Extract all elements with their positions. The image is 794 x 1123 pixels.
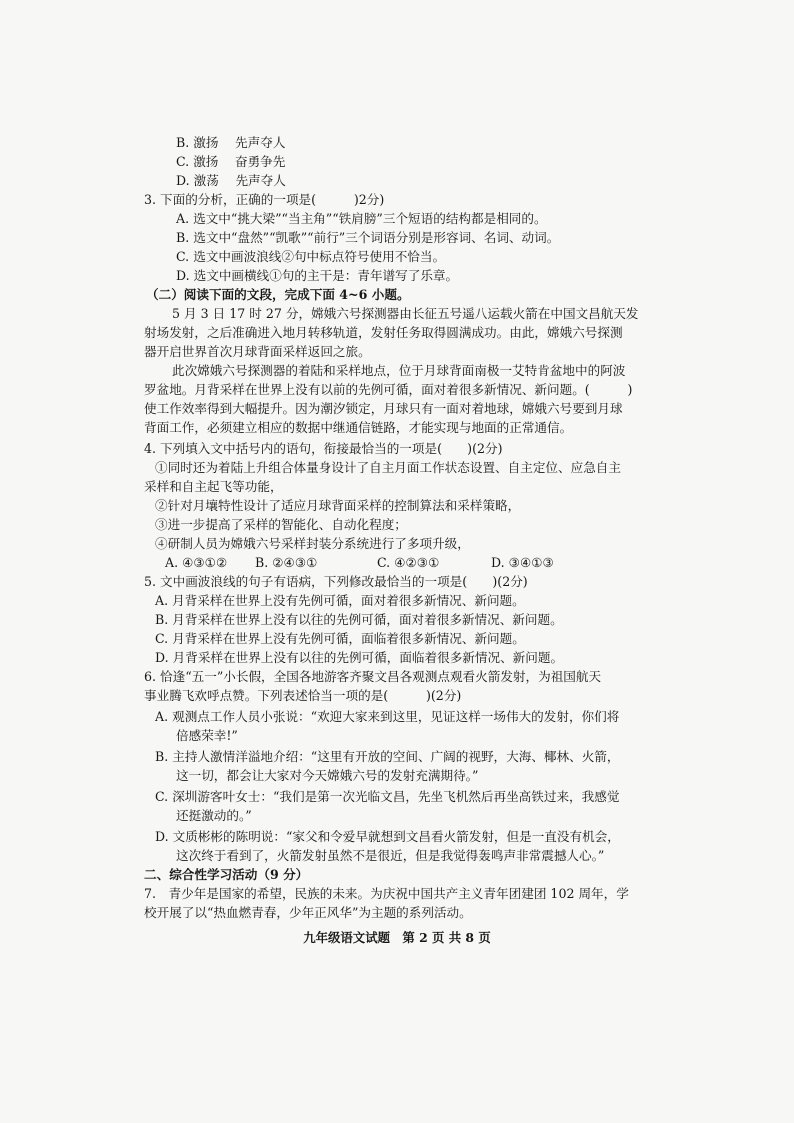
q4-sentence-1-cont: 采样和自主起飞等功能， — [144, 479, 283, 494]
q6-option-d-cont: 这次终于看到了，火箭发射虽然不是很近，但是我觉得轰鸣声非常震撼人心。” — [176, 848, 605, 863]
passage-line: 罗盆地。月背采样在世界上没有以前的先例可循，面对着很多新情况、新问题。( ) — [144, 382, 633, 397]
q6-option-c: C. 深圳游客叶女士：“我们是第一次光临文昌，先坐飞机然后再坐高铁过来，我感觉 — [155, 789, 620, 804]
q5-option-d: D. 月背采样在世界上没有以往的先例可循，面临着很多新情况、新问题。 — [155, 650, 564, 665]
q4-sentence-3: ③进一步提高了采样的智能化、自动化程度； — [155, 517, 407, 532]
q6-option-d: D. 文质彬彬的陈明说：“家父和令爱早就想到文昌看火箭发射，但是一直没有机会， — [155, 829, 620, 844]
passage-line: 器开启世界首次月球背面采样返回之旅。 — [144, 344, 371, 359]
q5-option-b: B. 月背采样在世界上没有以往的先例可循，面对着很多新情况、新问题。 — [155, 612, 563, 627]
passage-line: 此次嫦娥六号探测器的着陆和采样地点，位于月球背面南极一艾特肯盆地中的阿波 — [172, 363, 626, 378]
q5-option-c: C. 月背采样在世界上没有先例可循，面临着很多新情况、新问题。 — [155, 631, 525, 646]
q6-stem: 6. 恰逢“五一”小长假，全国各地游客齐聚文昌各观测点观看火箭发射，为祖国航天 — [144, 669, 602, 684]
q2-option-c: C. 激扬 奋勇争先 — [176, 154, 286, 169]
q7-stem: 7. 青少年是国家的希望，民族的未来。为庆祝中国共产主义青年团建团 102 周年，学 — [144, 886, 629, 901]
passage-line: 射场发射，之后准确进入地月转移轨道，发射任务取得圆满成功。由此，嫦娥六号探测 — [144, 325, 623, 340]
q7-stem-cont: 校开展了以“热血燃青春，少年正风华”为主题的系列活动。 — [144, 905, 472, 920]
q4-stem: 4. 下列填入文中括号内的语句，衔接最恰当的一项是( )(2分) — [144, 441, 503, 456]
q4-option-a: A. ④③①② — [165, 555, 228, 570]
q6-option-b-cont: 这一切，都会让大家对今天嫦娥六号的发射充满期待。” — [176, 768, 479, 783]
q6-stem-cont: 事业腾飞欢呼点赞。下列表述恰当一项的是( )(2分) — [144, 688, 462, 703]
passage-line: 背面工作，必须建立相应的数据中继通信链路，才能实现与地面的正常通信。 — [144, 420, 573, 435]
q6-option-a-cont: 倍感荣幸!” — [176, 728, 238, 743]
q3-option-c: C. 选文中画波浪线②句中标点符号使用不恰当。 — [176, 249, 446, 264]
q3-stem: 3. 下面的分析，正确的一项是( )2分) — [144, 192, 385, 207]
q2-option-d: D. 激荡 先声夺人 — [176, 173, 286, 188]
q5-stem: 5. 文中画波浪线的句子有语病，下列修改最恰当的一项是( )(2分) — [144, 574, 528, 589]
q6-option-c-cont: 还挺激动的。” — [176, 808, 252, 823]
q4-option-c: C. ④②③① — [377, 555, 440, 570]
q2-option-b: B. 激扬 先声夺人 — [176, 135, 286, 150]
q4-option-d: D. ③④①③ — [491, 555, 554, 570]
q4-sentence-1: ①同时还为着陆上升组合体量身设计了自主月面工作状态设置、自主定位、应急自主 — [155, 460, 621, 475]
page-footer: 九年级语文试题 第 2 页 共 8 页 — [303, 930, 491, 945]
q6-option-b: B. 主持人激情洋溢地介绍：“这里有开放的空间、广阔的视野，大海、椰林、火箭， — [155, 749, 620, 764]
q5-option-a: A. 月背采样在世界上没有先例可循，面对着很多新情况、新问题。 — [155, 593, 525, 608]
q4-option-b: B. ②④③① — [255, 555, 318, 570]
passage-line: 使工作效率得到大幅提升。因为潮汐锁定，月球只有一面对着地球，嫦娥六号要到月球 — [144, 401, 623, 416]
q6-option-a: A. 观测点工作人员小张说：“欢迎大家来到这里，见证这样一场伟大的发射，你们将 — [155, 709, 620, 724]
q3-option-d: D. 选文中画横线①句的主干是：青年谱写了乐章。 — [176, 268, 459, 283]
section-heading-reading: （二）阅读下面的文段，完成下面 4~6 小题。 — [146, 287, 410, 302]
q3-option-a: A. 选文中“挑大梁”“当主角”“铁肩膀”三个短语的结构都是相同的。 — [176, 211, 547, 226]
q4-options — [155, 554, 615, 572]
q4-sentence-2: ②针对月壤特性设计了适应月球背面采样的控制算法和采样策略， — [155, 498, 521, 513]
section-heading-activity: 二、综合性学习活动（9 分） — [144, 867, 309, 882]
passage-line: 5 月 3 日 17 时 27 分，嫦娥六号探测器由长征五号遥八运载火箭在中国文昌航天发 — [172, 306, 639, 321]
q4-sentence-4: ④研制人员为嫦娥六号采样封装分系统进行了多项升级， — [155, 536, 470, 551]
q3-option-b: B. 选文中“盘然”“凯歌”“前行”三个词语分别是形容词、名词、动词。 — [176, 230, 560, 245]
